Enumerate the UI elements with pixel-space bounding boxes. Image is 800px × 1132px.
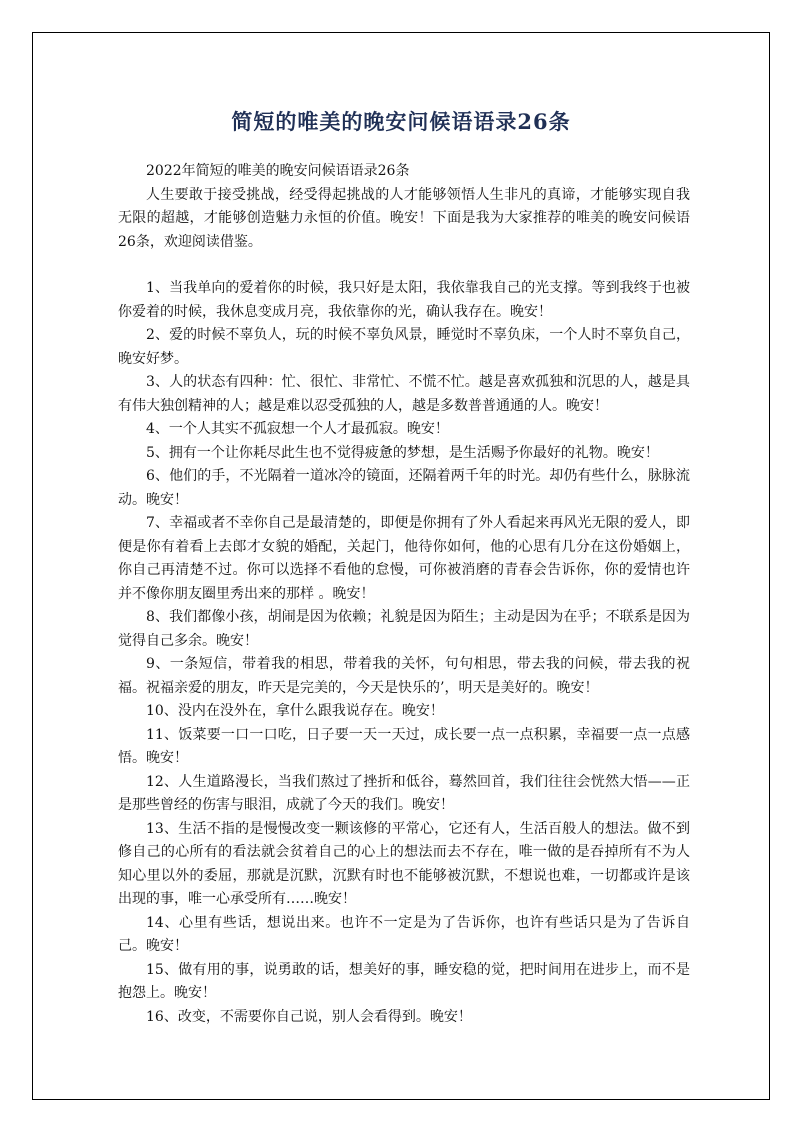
list-item: 15、做有用的事，说勇敢的话，想美好的事，睡安稳的觉，把时间用在进步上，而不是抱怨上。晚安！ [118,961,690,1001]
list-item: 10、没内在没外在，拿什么跟我说存在。晚安！ [146,703,444,719]
list-item: 5、拥有一个让你耗尽此生也不觉得疲惫的梦想，是生活赐予你最好的礼物。晚安！ [146,444,659,461]
document-subtitle: 2022年简短的唯美的晚安问候语语录26条 [146,163,410,179]
list-item: 9、一条短信，带着我的相思，带着我的关怀，句句相思，带去我的问候，带去我的祝福。祝福亲爱的朋友，昨天是完美的，今天是快乐的’，明天是美好的。晚安！ [118,656,690,696]
document-body [118,160,690,1029]
intro-paragraph: 人生要敢于接受挑战，经受得起挑战的人才能够领悟人生非凡的真谛，才能够实现自我无限的超越，才能够创造魅力永恒的价值。晚安！下面是我为大家推荐的唯美的晚安问候语26条，欢迎阅读借鉴。 [118,186,690,250]
page-title: 简短的唯美的晚安问候语语录26条 [231,109,571,134]
list-item: 13、生活不指的是慢慢改变一颗该修的平常心，它还有人，生活百般人的想法。做不到修自己的心所有的看法就会贫着自己的心上的想法而去不存在，唯一做的是吞掉所有不为人知心里以外的委屈，那就是沉默，沉默有时也不能够被沉默，不想说也难，一切都或许是该出现的事，唯一心承受所有……晚安！ [118,820,690,907]
paragraph-gap [118,254,690,277]
list-item: 3、人的状态有四种：忙、很忙、非常忙、不慌不忙。越是喜欢孤独和沉思的人，越是具有伟大独创精神的人；越是难以忍受孤独的人，越是多数普普通通的人。晚安！ [118,374,690,414]
list-item: 14、心里有些话，想说出来。也许不一定是为了告诉你，也许有些话只是为了告诉自己。晚安！ [118,914,690,954]
document-page [32,32,770,1100]
list-item: 11、饭菜要一口一口吃，日子要一天一天过，成长要一点一点积累，幸福要一点一点感悟。晚安！ [118,726,690,766]
list-item: 7、幸福或者不幸你自己是最清楚的，即便是你拥有了外人看起来再风光无限的爱人，即便是你有着看上去郎才女貌的婚配，关起门，他待你如何，他的心思有几分在这份婚姻上，你自己再清楚不过。你可以选择不看他的怠慢，可你被消磨的青春会告诉你，你的爱情也许并不像你朋友圈里秀出来的那样 。晚安！ [118,515,690,602]
list-item: 12、人生道路漫长，当我们熬过了挫折和低谷，蓦然回首，我们往往会恍然大悟——正是那些曾经的伤害与眼泪，成就了今天的我们。晚安！ [118,773,690,813]
list-item: 2、爱的时候不辜负人，玩的时候不辜负风景，睡觉时不辜负床，一个人时不辜负自己，晚安好梦。 [118,327,690,367]
list-item: 16、改变，不需要你自己说，别人会看得到。晚安！ [146,1008,472,1025]
list-item: 6、他们的手，不光隔着一道冰冷的镜面，还隔着两千年的时光。却仍有些什么，脉脉流动。晚安！ [118,468,690,508]
list-item: 8、我们都像小孩，胡闹是因为依赖；礼貌是因为陌生；主动是因为在乎；不联系是因为觉得自己多余。晚安！ [118,609,690,649]
list-item: 1、当我单向的爱着你的时候，我只好是太阳，我依靠我自己的光支撑。等到我终于也被你爱着的时候，我休息变成月亮，我依靠你的光，确认我存在。晚安！ [118,280,690,320]
list-item: 4、一个人其实不孤寂想一个人才最孤寂。晚安！ [146,421,449,437]
